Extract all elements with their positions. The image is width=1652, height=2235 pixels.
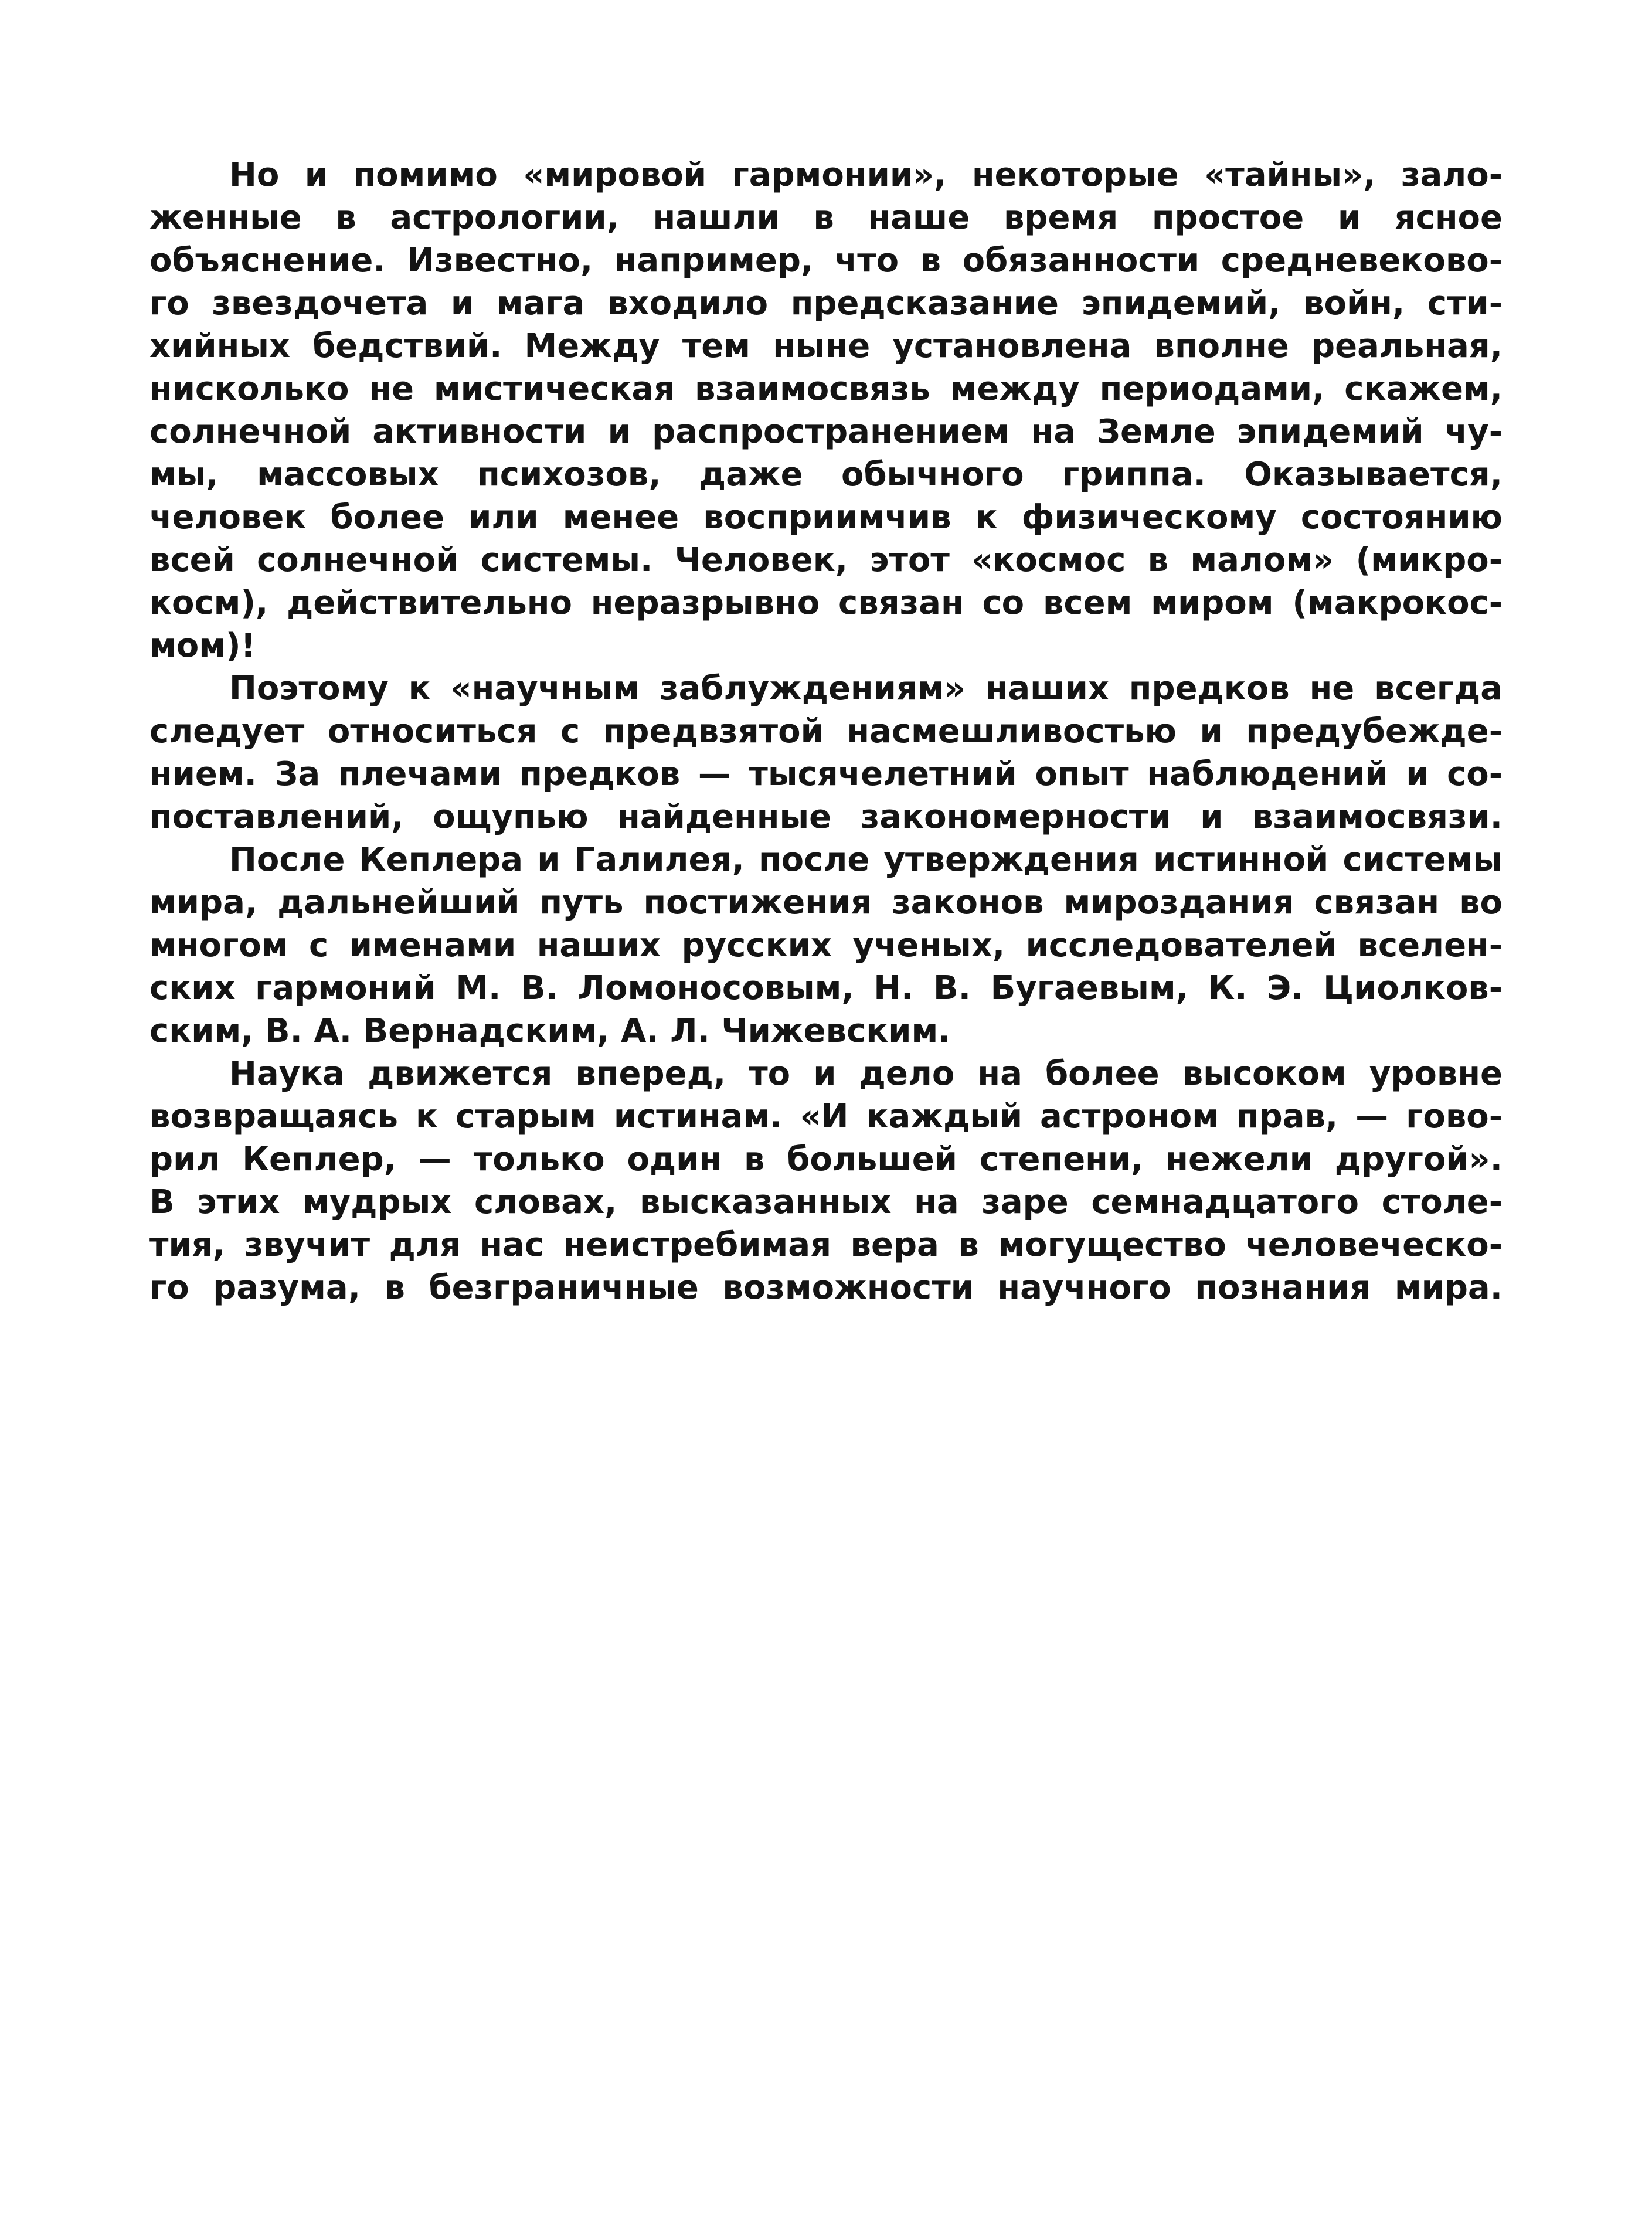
text-line: многом с именами наших русских ученых, исследователей вселен- bbox=[149, 926, 1503, 964]
text-line: возвращаясь к старым истинам. «И каждый астроном прав, — гово- bbox=[149, 1098, 1503, 1136]
text-line: ских гармоний М. В. Ломоносовым, Н. В. Бугаевым, К. Э. Циолков- bbox=[149, 969, 1503, 1007]
text-line: поставлений, ощупью найденные закономерности и взаимосвязи. bbox=[149, 798, 1503, 836]
text-line: Но и помимо «мировой гармонии», некоторые «тайны», зало- bbox=[229, 156, 1503, 194]
text-line: нисколько не мистическая взаимосвязь между периодами, скажем, bbox=[149, 370, 1503, 408]
text-line: После Кеплера и Галилея, после утверждения истинной системы bbox=[229, 841, 1503, 879]
text-line: Поэтому к «научным заблуждениям» наших предков не всегда bbox=[229, 670, 1503, 708]
text-line: нием. За плечами предков — тысячелетний опыт наблюдений и со- bbox=[149, 755, 1503, 793]
text-line: рил Кеплер, — только один в большей степени, нежели другой». bbox=[149, 1140, 1503, 1178]
text-line: человек более или менее восприимчив к физическому состоянию bbox=[149, 498, 1503, 536]
text-line: го разума, в безграничные возможности научного познания мира. bbox=[149, 1269, 1503, 1307]
text-line: женные в астрологии, нашли в наше время простое и ясное bbox=[149, 199, 1503, 237]
text-line: мом)! bbox=[149, 627, 256, 665]
text-line: хийных бедствий. Между тем ныне установлена вполне реальная, bbox=[149, 327, 1503, 365]
text-line: го звездочета и мага входило предсказание эпидемий, войн, сти- bbox=[149, 284, 1503, 322]
text-line: объяснение. Известно, например, что в обязанности средневеково- bbox=[149, 242, 1503, 280]
text-line: Наука движется вперед, то и дело на более высоком уровне bbox=[229, 1055, 1503, 1093]
text-line: ским, В. А. Вернадским, А. Л. Чижевским. bbox=[149, 1012, 951, 1050]
text-line: В этих мудрых словах, высказанных на заре семнадцатого столе- bbox=[149, 1183, 1503, 1221]
text-line: мы, массовых психозов, даже обычного гриппа. Оказывается, bbox=[149, 456, 1503, 494]
body-text bbox=[149, 154, 1503, 1309]
text-line: косм), действительно неразрывно связан со всем миром (макрокос- bbox=[149, 584, 1503, 622]
text-line: солнечной активности и распространением на Земле эпидемий чу- bbox=[149, 413, 1503, 451]
text-line: всей солнечной системы. Человек, этот «космос в малом» (микро- bbox=[149, 541, 1503, 579]
text-line: тия, звучит для нас неистребимая вера в могущество человеческо- bbox=[149, 1226, 1503, 1264]
text-line: мира, дальнейший путь постижения законов мироздания связан во bbox=[149, 884, 1503, 922]
text-line: следует относиться с предвзятой насмешливостью и предубежде- bbox=[149, 712, 1503, 750]
